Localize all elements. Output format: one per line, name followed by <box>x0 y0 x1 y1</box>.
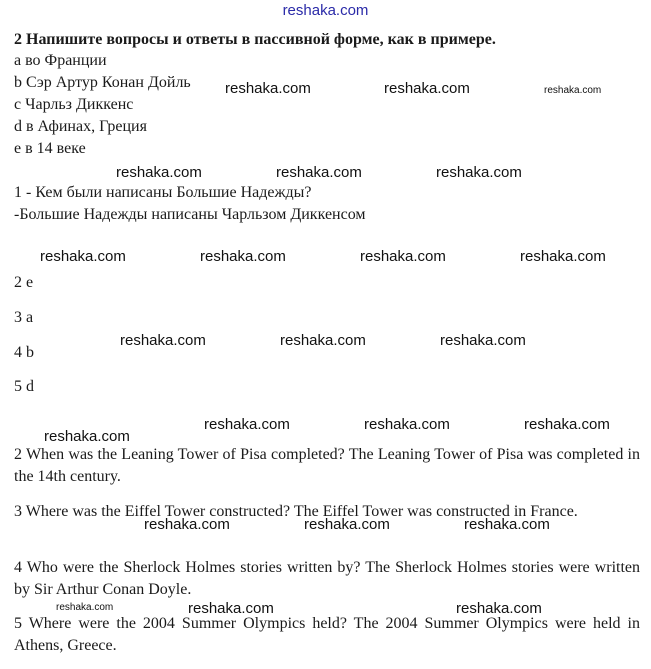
watermark: reshaka.com <box>524 416 610 433</box>
option-a: a во Франции <box>14 52 107 69</box>
option-b: b Сэр Артур Конан Дойль <box>14 74 191 91</box>
answer-paragraph: 5 Where were the 2004 Summer Olympics held? The 2004 Summer Olympics were held in Athens, Greece. <box>14 615 640 654</box>
header-watermark: reshaka.com <box>282 2 369 19</box>
watermark: reshaka.com <box>544 85 602 96</box>
task-title: 2 Напишите вопросы и ответы в пассивной форме, как в примере. <box>14 31 496 48</box>
watermark: reshaka.com <box>280 332 366 349</box>
watermark: reshaka.com <box>225 80 311 97</box>
watermark: reshaka.com <box>204 416 290 433</box>
answer-paragraph: 2 When was the Leaning Tower of Pisa completed? The Leaning Tower of Pisa was completed in the 14th century. <box>14 446 640 485</box>
match-item: 3 a <box>14 309 34 326</box>
answer-paragraph: 3 Where was the Eiffel Tower constructed? The Eiffel Tower was constructed in France. <box>14 503 578 520</box>
watermark: reshaka.com <box>520 248 606 265</box>
watermark: reshaka.com <box>304 516 390 533</box>
watermark: reshaka.com <box>456 600 542 617</box>
watermark: reshaka.com <box>364 416 450 433</box>
watermark: reshaka.com <box>144 516 230 533</box>
watermark: reshaka.com <box>436 164 522 181</box>
watermark: reshaka.com <box>44 428 130 445</box>
answer-paragraph: 4 Who were the Sherlock Holmes stories written by? The Sherlock Holmes stories were written by Sir Arthur Conan Doyle. <box>14 559 640 598</box>
match-item: 4 b <box>14 344 34 361</box>
watermark: reshaka.com <box>116 164 202 181</box>
watermark: reshaka.com <box>440 332 526 349</box>
example-question: 1 - Кем были написаны Большие Надежды? <box>14 184 312 201</box>
watermark: reshaka.com <box>200 248 286 265</box>
watermark: reshaka.com <box>384 80 470 97</box>
option-c: c Чарльз Диккенс <box>14 96 134 113</box>
option-d: d в Афинах, Греция <box>14 118 147 135</box>
watermark: reshaka.com <box>276 164 362 181</box>
watermark: reshaka.com <box>120 332 206 349</box>
watermark: reshaka.com <box>464 516 550 533</box>
option-e: e в 14 веке <box>14 140 86 157</box>
watermark: reshaka.com <box>56 602 114 613</box>
watermark: reshaka.com <box>188 600 274 617</box>
example-answer: -Большие Надежды написаны Чарльзом Диккенсом <box>14 206 366 223</box>
match-item: 5 d <box>14 378 34 395</box>
match-item: 2 e <box>14 274 34 291</box>
watermark: reshaka.com <box>40 248 126 265</box>
watermark: reshaka.com <box>360 248 446 265</box>
